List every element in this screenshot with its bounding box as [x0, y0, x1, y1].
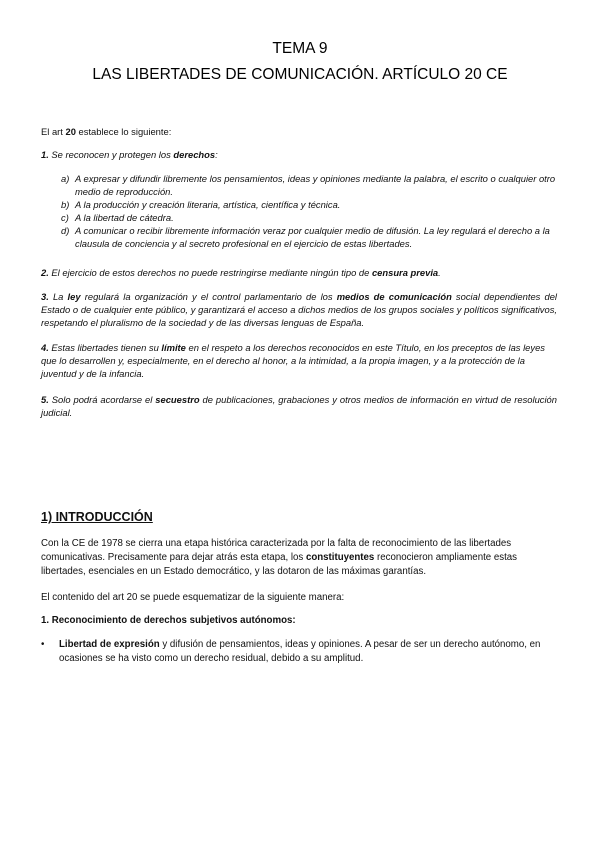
list-item: c) A la libertad de cátedra.	[61, 212, 174, 223]
article-para-2: 2. El ejercicio de estos derechos no puede restringirse mediante ningún tipo de censura previa.	[41, 267, 441, 278]
section-heading: 1) INTRODUCCIÓN	[41, 510, 153, 524]
document-title: TEMA 9	[272, 40, 328, 57]
article-para-3: 3. La ley regulará la organización y el control parlamentario de los medios de comunicación social dependientes del Estado o de cualquier ente público, y garantizará el acceso a dichos medios de los grupos sociales y políticos significativos, respetando el pluralismo de la sociedad y de las diversas lenguas de España.	[41, 291, 557, 328]
bullet-glyph: •	[41, 639, 45, 650]
article-para-1: 1. Se reconocen y protegen los derechos:	[41, 149, 218, 160]
subsection-heading: 1. Reconocimiento de derechos subjetivos autónomos:	[41, 615, 296, 626]
article-intro: El art 20 establece lo siguiente:	[41, 126, 172, 137]
article-para-4: 4. Estas libertades tienen su límite en el respeto a los derechos reconocidos en este Título, en los preceptos de las leyes que lo desarrollen y, especialmente, en el derecho al honor, a la intimidad, a la propia imagen, y a la protección de la juventud y de la infancia.	[41, 342, 545, 379]
bullet-item: • Libertad de expresión y difusión de pensamientos, ideas y opiniones. A pesar de ser un derecho autónomo, en ocasiones se ha visto como un derecho residual, debido a su amplitud.	[41, 639, 541, 664]
article-items-list	[41, 172, 557, 250]
intro-paragraph-2: El contenido del art 20 se puede esquematizar de la siguiente manera:	[41, 592, 345, 603]
intro-paragraph-1: Con la CE de 1978 se cierra una etapa histórica caracterizada por la falta de reconocimiento de las libertades comunicativas. Precisamente para dejar atrás esta etapa, los constituyentes reconocieron ampliamente estas libertades, esenciales en un Estado democrático, y las dotaron de las máximas garantías.	[41, 538, 518, 577]
article-para-5: 5. Solo podrá acordarse el secuestro de publicaciones, grabaciones y otros medios de información en virtud de resolución judicial.	[41, 394, 557, 418]
list-item: b) A la producción y creación literaria, artística, científica y técnica.	[61, 199, 341, 210]
list-item: a) A expresar y difundir libremente los pensamientos, ideas y opiniones mediante la palabra, el escrito o cualquier otro medio de reproducción.	[61, 173, 556, 197]
list-item: d) A comunicar o recibir libremente información veraz por cualquier medio de difusión. La ley regulará el derecho a la clausula de conciencia y al secreto profesional en el ejercicio de estas libertades.	[61, 225, 550, 249]
document-subtitle: LAS LIBERTADES DE COMUNICACIÓN. ARTÍCULO 20 CE	[92, 66, 508, 83]
